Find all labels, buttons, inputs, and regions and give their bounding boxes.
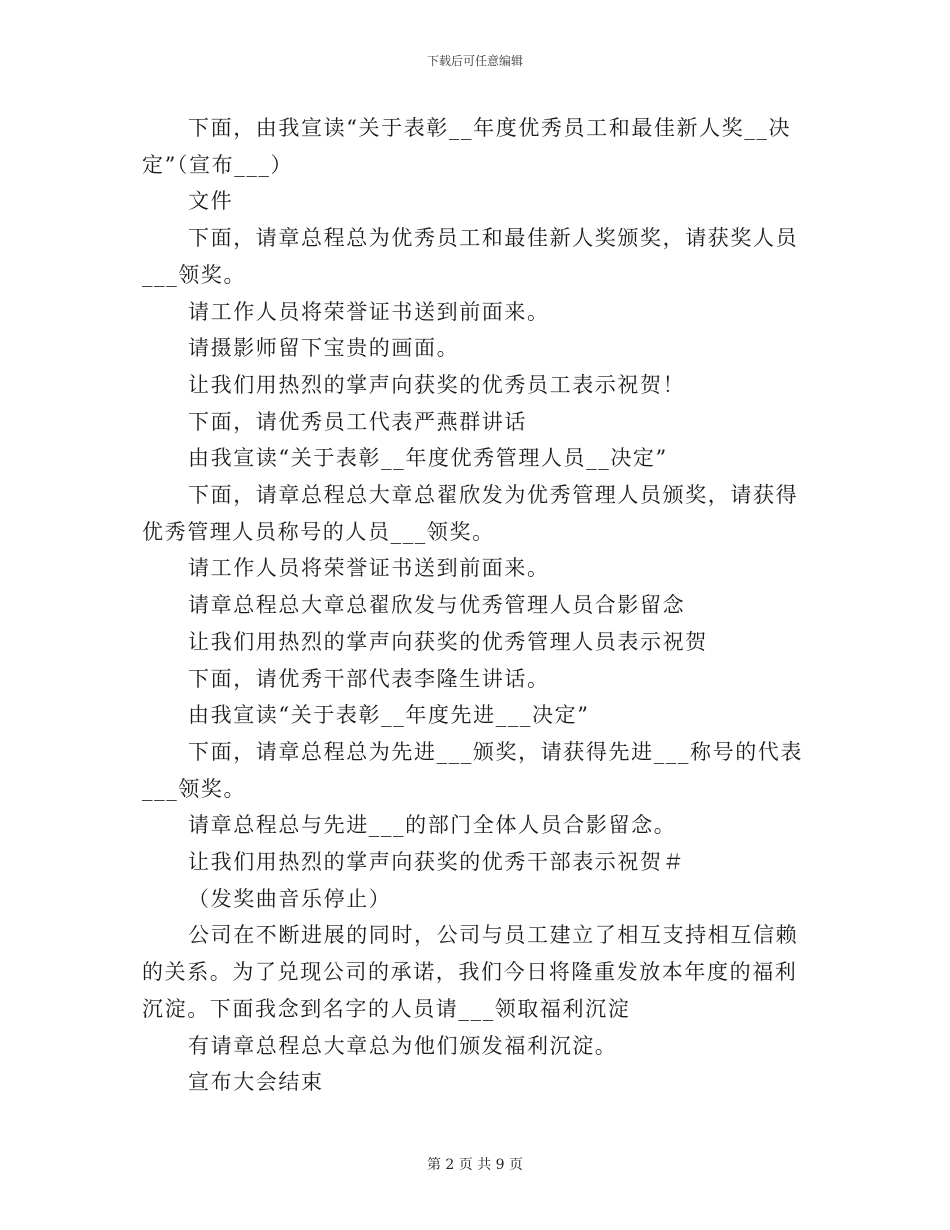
paragraph: 让我们用热烈的掌声向获奖的优秀员工表示祝贺！ (188, 372, 686, 397)
paragraph: 文件 (188, 189, 234, 214)
paragraph: 宣布大会结束 (188, 1070, 324, 1095)
paragraph: 公司在不断进展的同时，公司与员工建立了相互支持相互信赖的关系。为了兑现公司的承诺，我们今日将隆重发放本年度的福利沉淀。下面我念到名字的人员请___领取福利沉淀 (142, 923, 799, 1021)
paragraph: 下面，请优秀干部代表李隆生讲话。 (188, 666, 550, 691)
paragraph: 请章总程总与先进___的部门全体人员合影留念。 (188, 813, 677, 838)
paragraph: 下面，请章总程总大章总翟欣发为优秀管理人员颁奖，请获得优秀管理人员称号的人员___领奖。 (142, 483, 799, 544)
paragraph: 请工作人员将荣誉证书送到前面来。 (188, 299, 550, 324)
paragraph: （发奖曲音乐停止） (188, 886, 392, 911)
paragraph: 下面，由我宣读“关于表彰__年度优秀员工和最佳新人奖__决定”（宣布___） (142, 116, 792, 177)
page-footer: 第 2 页 共 9 页 (426, 1157, 524, 1173)
paragraph: 让我们用热烈的掌声向获奖的优秀管理人员表示祝贺 (188, 629, 708, 654)
paragraph: 请章总程总大章总翟欣发与优秀管理人员合影留念 (188, 593, 686, 618)
page-header: 下载后可任意编辑 (426, 54, 523, 68)
paragraph: 下面，请优秀员工代表严燕群讲话 (188, 409, 527, 434)
paragraph: 由我宣读“关于表彰__年度优秀管理人员__决定” (188, 446, 668, 471)
document-body (142, 110, 808, 1101)
paragraph: 请摄影师留下宝贵的画面。 (188, 336, 460, 361)
paragraph: 让我们用热烈的掌声向获奖的优秀干部表示祝贺＃ (188, 850, 686, 875)
paragraph: 有请章总程总大章总为他们颁发福利沉淀。 (188, 1033, 618, 1058)
paragraph: 请工作人员将荣誉证书送到前面来。 (188, 556, 550, 581)
paragraph: 下面，请章总程总为优秀员工和最佳新人奖颁奖，请获奖人员___领奖。 (142, 226, 799, 287)
paragraph: 由我宣读“关于表彰__年度先进___决定” (188, 703, 590, 728)
paragraph: 下面，请章总程总为先进___颁奖，请获得先进___称号的代表___领奖。 (142, 739, 803, 801)
